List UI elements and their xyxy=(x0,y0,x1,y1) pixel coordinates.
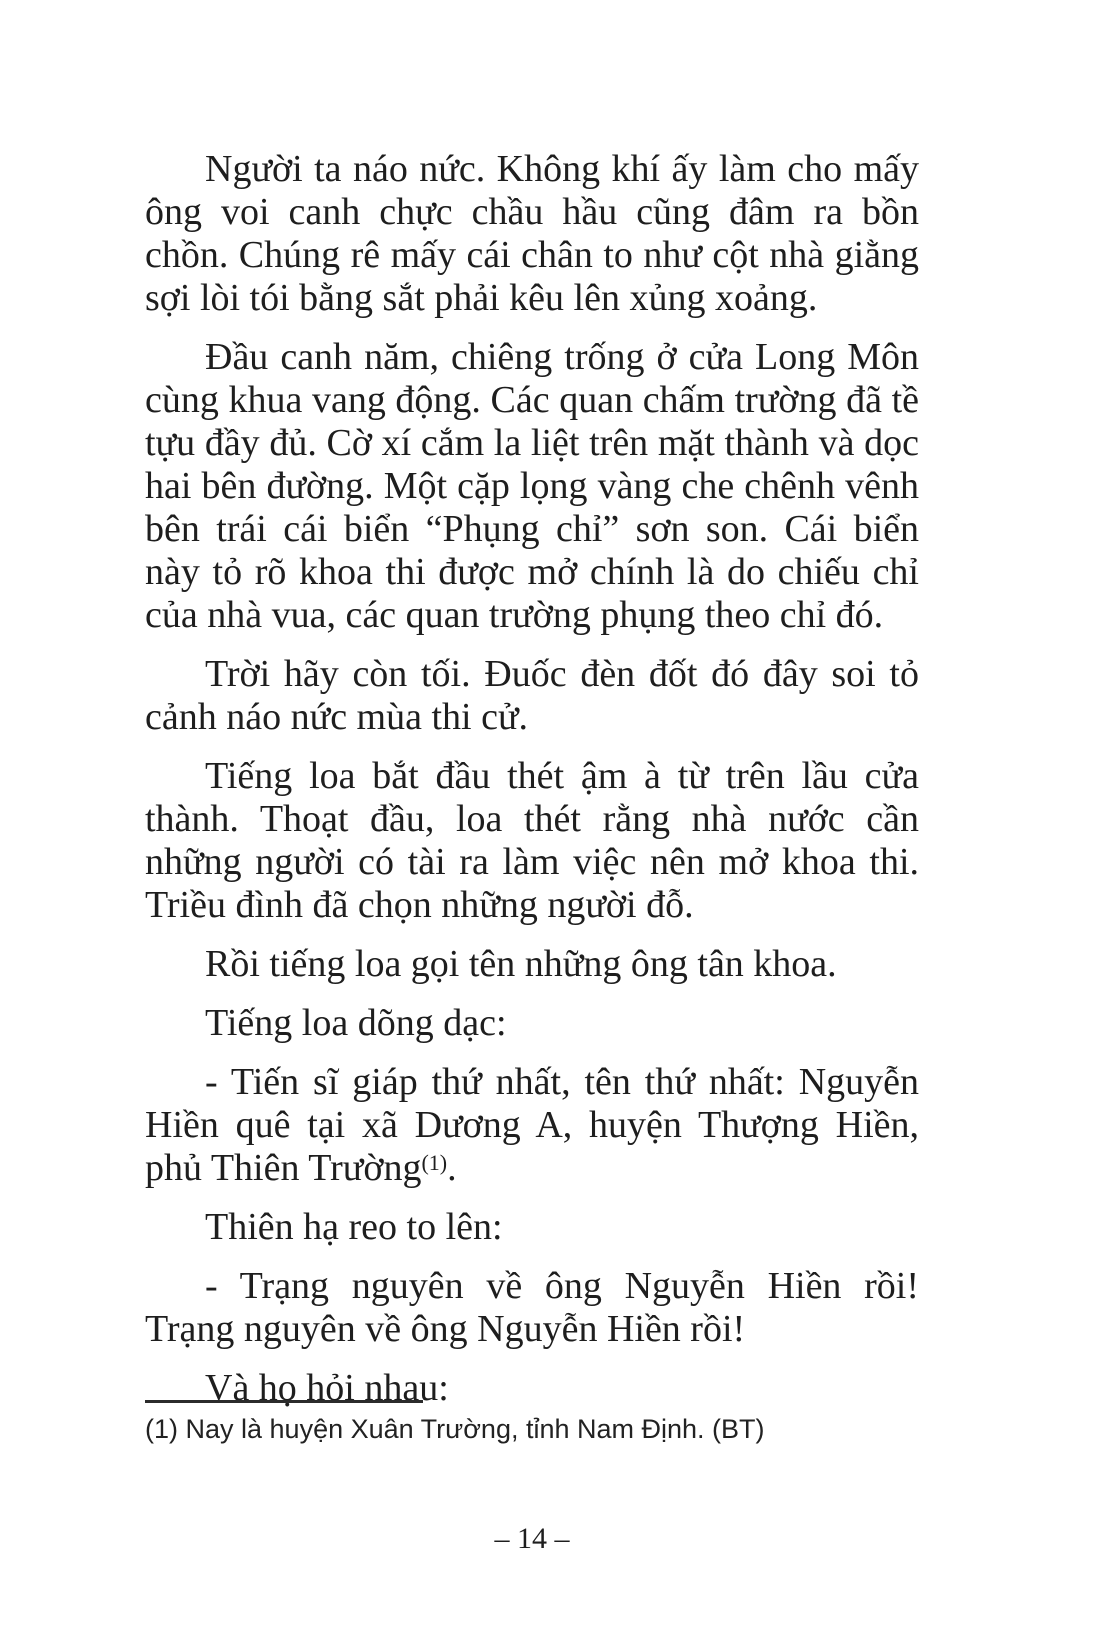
paragraph: Đầu canh năm, chiêng trống ở cửa Long Môn cùng khua vang động. Các quan chấm trường đã tề tựu đầy đủ. Cờ xí cắm la liệt trên mặt thành và dọc hai bên đường. Một cặp lọng vàng che chênh vênh bên trái cái biển “Phụng chỉ” sơn son. Cái biển này tỏ rõ khoa thi được mở chính là do chiếu chỉ của nhà vua, các quan trường phụng theo chỉ đó. xyxy=(145,336,919,636)
paragraph-text: - Tiến sĩ giáp thứ nhất, tên thứ nhất: Nguyễn Hiền quê tại xã Dương A, huyện Thượng Hiền, phủ Thiên Trường xyxy=(145,1061,919,1189)
footnote-area xyxy=(145,1400,919,1446)
paragraph: Rồi tiếng loa gọi tên những ông tân khoa. xyxy=(205,943,837,985)
paragraph: Thiên hạ reo to lên: xyxy=(205,1206,503,1248)
paragraph: Tiếng loa dõng dạc: xyxy=(205,1002,507,1044)
paragraph: Người ta náo nức. Không khí ấy làm cho mấy ông voi canh chực chầu hầu cũng đâm ra bồn chồn. Chúng rê mấy cái chân to như cột nhà giằng sợi lòi tói bằng sắt phải kêu lên xủng xoảng. xyxy=(145,148,919,319)
paragraph: Trời hãy còn tối. Đuốc đèn đốt đó đây soi tỏ cảnh náo nức mùa thi cử. xyxy=(145,653,919,738)
paragraph: Và họ hỏi nhau: xyxy=(205,1367,449,1409)
page-body xyxy=(145,148,919,1410)
footnote-reference: (1) xyxy=(421,1150,448,1175)
paragraph-text: . xyxy=(447,1147,457,1189)
footnote-divider xyxy=(145,1400,423,1403)
paragraph: Tiếng loa bắt đầu thét ậm à từ trên lầu cửa thành. Thoạt đầu, loa thét rằng nhà nước cần những người có tài ra làm việc nên mở khoa thi. Triều đình đã chọn những người đỗ. xyxy=(145,755,919,926)
paragraph xyxy=(145,1061,919,1190)
footnote-text: (1) Nay là huyện Xuân Trường, tỉnh Nam Định. (BT) xyxy=(145,1414,765,1444)
paragraph: - Trạng nguyên về ông Nguyễn Hiền rồi! Trạng nguyên về ông Nguyễn Hiền rồi! xyxy=(145,1265,919,1350)
page-number: – 14 – xyxy=(494,1522,570,1555)
